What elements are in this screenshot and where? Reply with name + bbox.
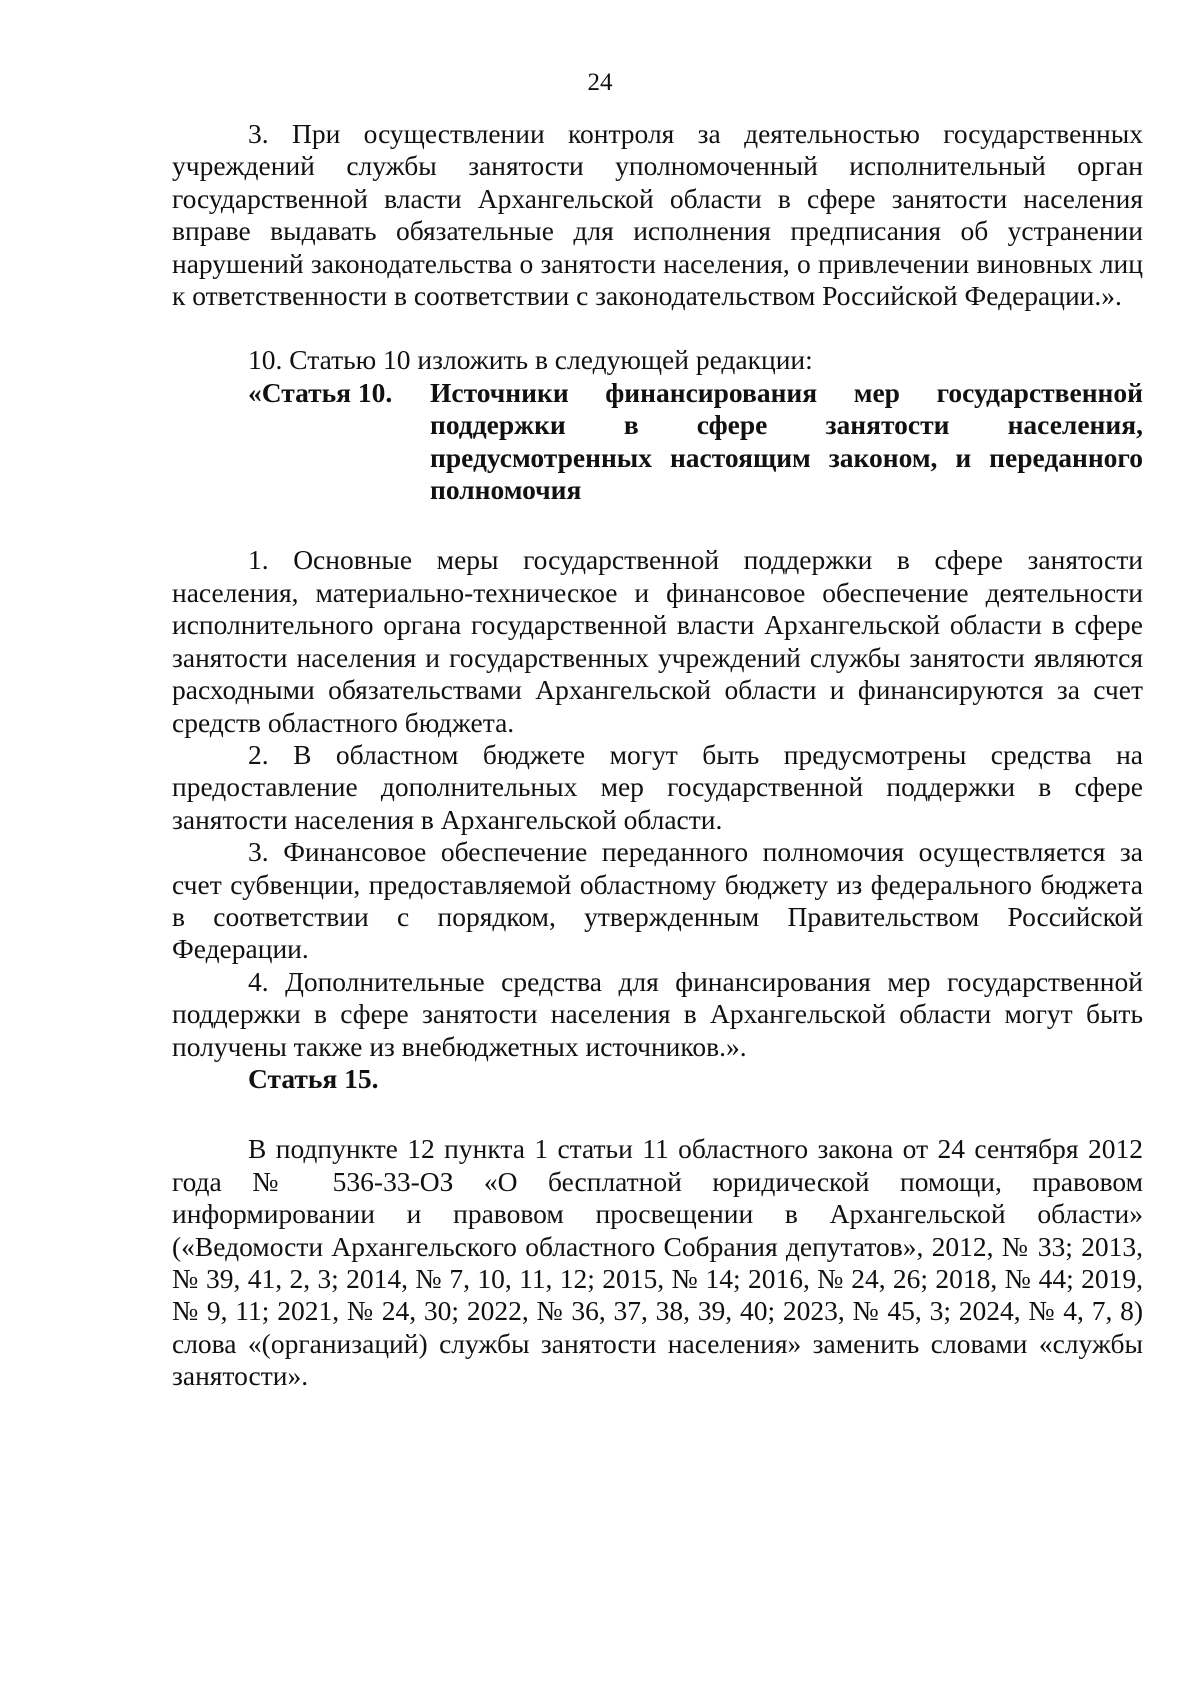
paragraph-article-10-item-1: 1. Основные меры государственной поддержки в сфере занятости населения, материально-техническое и финансовое обеспечение деятельности исполнительного органа государственной власти Архангельской области в сфере занятости населения и государственных учреждений службы занятости являются расходными обязательствами Архангельской области и финансируются за счет средств областного бюджета. [172, 544, 1143, 738]
page-number: 24 [587, 69, 613, 96]
article-10-title: Источники финансирования мер государственной поддержки в сфере занятости населения, предусмотренных настоящим законом, и переданного полномочия [430, 376, 1143, 506]
paragraph-article-15-text: В подпункте 12 пункта 1 статьи 11 областного закона от 24 сентября 2012 года № 536-33-ОЗ «О бесплатной юридической помощи, правовом информировании и правовом просвещении в Архангельской области» («Ведомости Архангельского областного Собрания депутатов», 2012, № 33; 2013, № 39, 41, 2, 3; 2014, № 7, 10, 11, 12; 2015, № 14; 2016, № 24, 26; 2018, № 44; 2019, № 9, 11; 2021, № 24, 30; 2022, № 36, 37, 38, 39, 40; 2023, № 45, 3; 2024, № 4, 7, 8) слова «(организаций) службы занятости населения» заменить словами «службы занятости». [172, 1133, 1143, 1392]
paragraph-article-10-item-4: 4. Дополнительные средства для финансирования мер государственной поддержки в сфере занятости населения в Архангельской области могут быть получены также из внебюджетных источников.». [172, 965, 1143, 1062]
article-15-title: Статья 15. [248, 1062, 379, 1094]
article-10-heading [172, 377, 1143, 507]
paragraph-amendment-intro: 10. Статью 10 изложить в следующей редакции: [248, 344, 813, 376]
paragraph-article-10-item-2: 2. В областном бюджете могут быть предусмотрены средства на предоставление дополнительных мер государственной поддержки в сфере занятости населения в Архангельской области. [172, 738, 1143, 835]
paragraph-article-10-item-3: 3. Финансовое обеспечение переданного полномочия осуществляется за счет субвенции, предоставляемой областному бюджету из федерального бюджета в соответствии с порядком, утвержденным Правительством Российской Федерации. [172, 836, 1143, 965]
paragraph-control-powers: 3. При осуществлении контроля за деятельностью государственных учреждений службы занятости уполномоченный исполнительный орган государственной власти Архангельской области в сфере занятости населения вправе выдавать обязательные для исполнения предписания об устранении нарушений законодательства о занятости населения, о привлечении виновных лиц к ответственности в соответствии с законодательством Российской Федерации.». [172, 118, 1143, 312]
article-10-label: «Статья 10. [248, 376, 393, 408]
document-body [172, 118, 1143, 1393]
